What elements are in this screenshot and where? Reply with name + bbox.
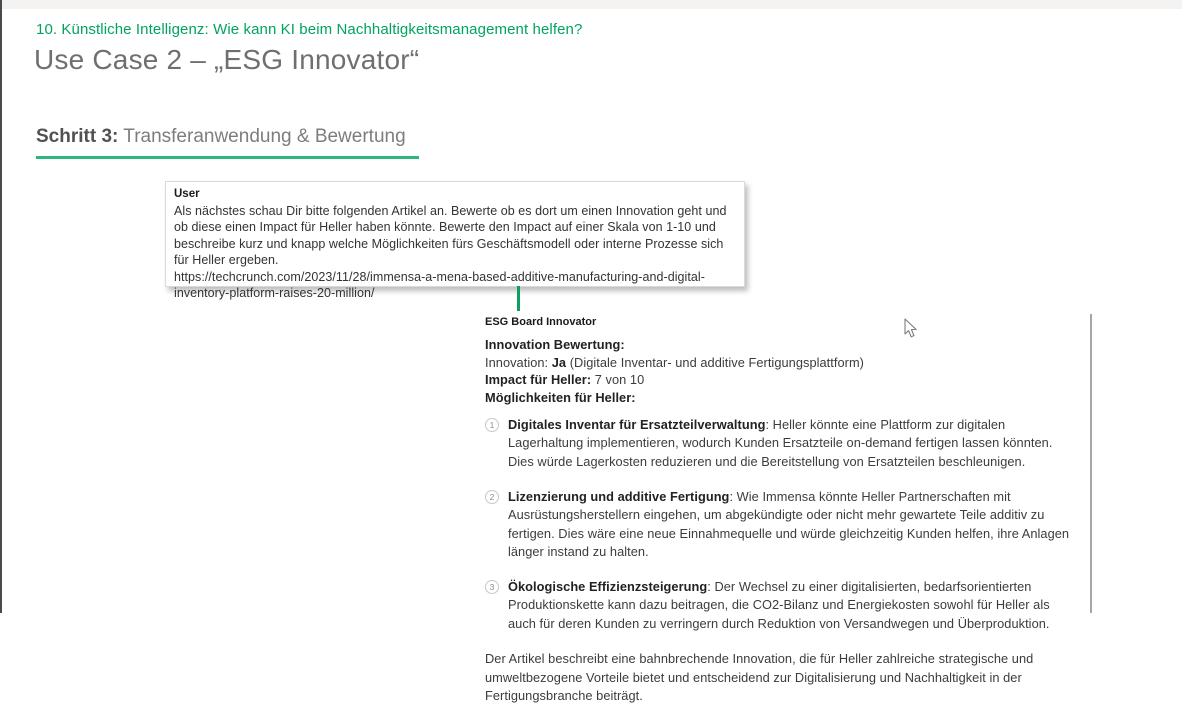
- step-underline: [36, 156, 419, 159]
- innovation-rating-heading: Innovation Bewertung:: [485, 337, 625, 353]
- mouse-cursor-icon: [903, 318, 918, 339]
- list-item-title: Lizenzierung und additive Fertigung: [508, 488, 730, 504]
- innovation-detail: (Digitale Inventar- und additive Fertigungsplattform): [566, 354, 864, 370]
- scroll-divider-line: [1090, 314, 1092, 613]
- step-title: Transferanwendung & Bewertung: [118, 126, 406, 147]
- innovation-value: Ja: [551, 354, 567, 370]
- list-number-badge: 1: [485, 418, 499, 432]
- list-item-text: : Wie Immensa könnte Heller Partnerschaften mit Ausrüstungsherstellern eingehen, um abgekündigte oder nicht mehr gewartete Teile additiv zu fertigen. Dies wäre eine neue Einnahmequelle und würde gleichzeitig Kunden helfen, ihre Anlagen länger instand zu halten.: [508, 488, 1070, 559]
- user-author-label: User: [174, 188, 200, 200]
- list-number-badge: 2: [485, 490, 499, 504]
- page-title: Use Case 2 – „ESG Innovator“: [34, 44, 420, 75]
- user-message-card: [165, 181, 745, 301]
- impact-label: Impact für Heller:: [485, 372, 592, 388]
- article-url-text: https://techcrunch.com/2023/11/28/immensa-a-mena-based-additive-manufacturing-and-digital-inventory-platform-raises-20-million/: [174, 269, 705, 301]
- possibilities-list: [485, 416, 1079, 633]
- slide-kicker: 10. Künstliche Intelligenz: Wie kann KI beim Nachhaltigkeitsmanagement helfen?: [36, 21, 583, 38]
- list-item-title: Ökologische Effizienzsteigerung: [508, 579, 708, 595]
- left-edge-border: [0, 0, 2, 613]
- list-item-text: : Der Wechsel zu einer digitalisierten, bedarfsorientierten Produktionskette kann dazu beitragen, die CO2-Bilanz und Energiekosten sowohl für Heller als auch für deren Kunden zu verringern durch Reduktion von Versandwegen und Überproduktion.: [508, 579, 1050, 631]
- list-number-badge: 3: [485, 580, 499, 594]
- step-heading: [36, 126, 406, 148]
- closing-paragraph: Der Artikel beschreibt eine bahnbrechende Innovation, die für Heller zahlreiche strategische und umweltbezogene Vorteile bietet und entscheidend zur Digitalisierung und Nachhaltigkeit in der Fertigungsbranche beiträgt.: [485, 651, 1034, 703]
- innovation-label: Innovation:: [485, 354, 552, 370]
- user-message-text: [174, 203, 733, 301]
- list-item: [485, 416, 1077, 471]
- flow-connector-line: [517, 286, 520, 311]
- impact-value: 7 von 10: [591, 372, 645, 388]
- list-item-text: : Heller könnte eine Plattform zur digitalen Lagerhaltung implementieren, wodurch Kunden Ersatzteile on-demand fertigen lassen könnten. Dies würde Lagerkosten reduzieren und die Bereitstellung von Ersatzteilen beschleunigen.: [508, 417, 1053, 469]
- list-item: [485, 488, 1077, 561]
- innovation-line: [485, 354, 1079, 371]
- possibilities-heading: Möglichkeiten für Heller:: [485, 389, 636, 405]
- list-item-title: Digitales Inventar für Ersatzteilverwaltung: [508, 417, 766, 433]
- top-edge-band: [0, 0, 1182, 9]
- user-message-body: Als nächstes schau Dir bitte folgenden Artikel an. Bewerte ob es dort um einen Innovation geht und ob diese einen Impact für Heller haben könnte. Bewerte den Impact auf einer Skala von 1-10 und beschreibe kurz und knapp welche Möglichkeiten fürs Geschäftsmodell oder interne Prozesse sich für Heller ergeben.: [174, 204, 727, 268]
- assistant-message-block: [485, 314, 1079, 706]
- step-label: Schritt 3:: [36, 126, 119, 147]
- list-item: [485, 578, 1077, 633]
- assistant-author-label: ESG Board Innovator: [485, 316, 597, 328]
- impact-line: [485, 371, 1079, 388]
